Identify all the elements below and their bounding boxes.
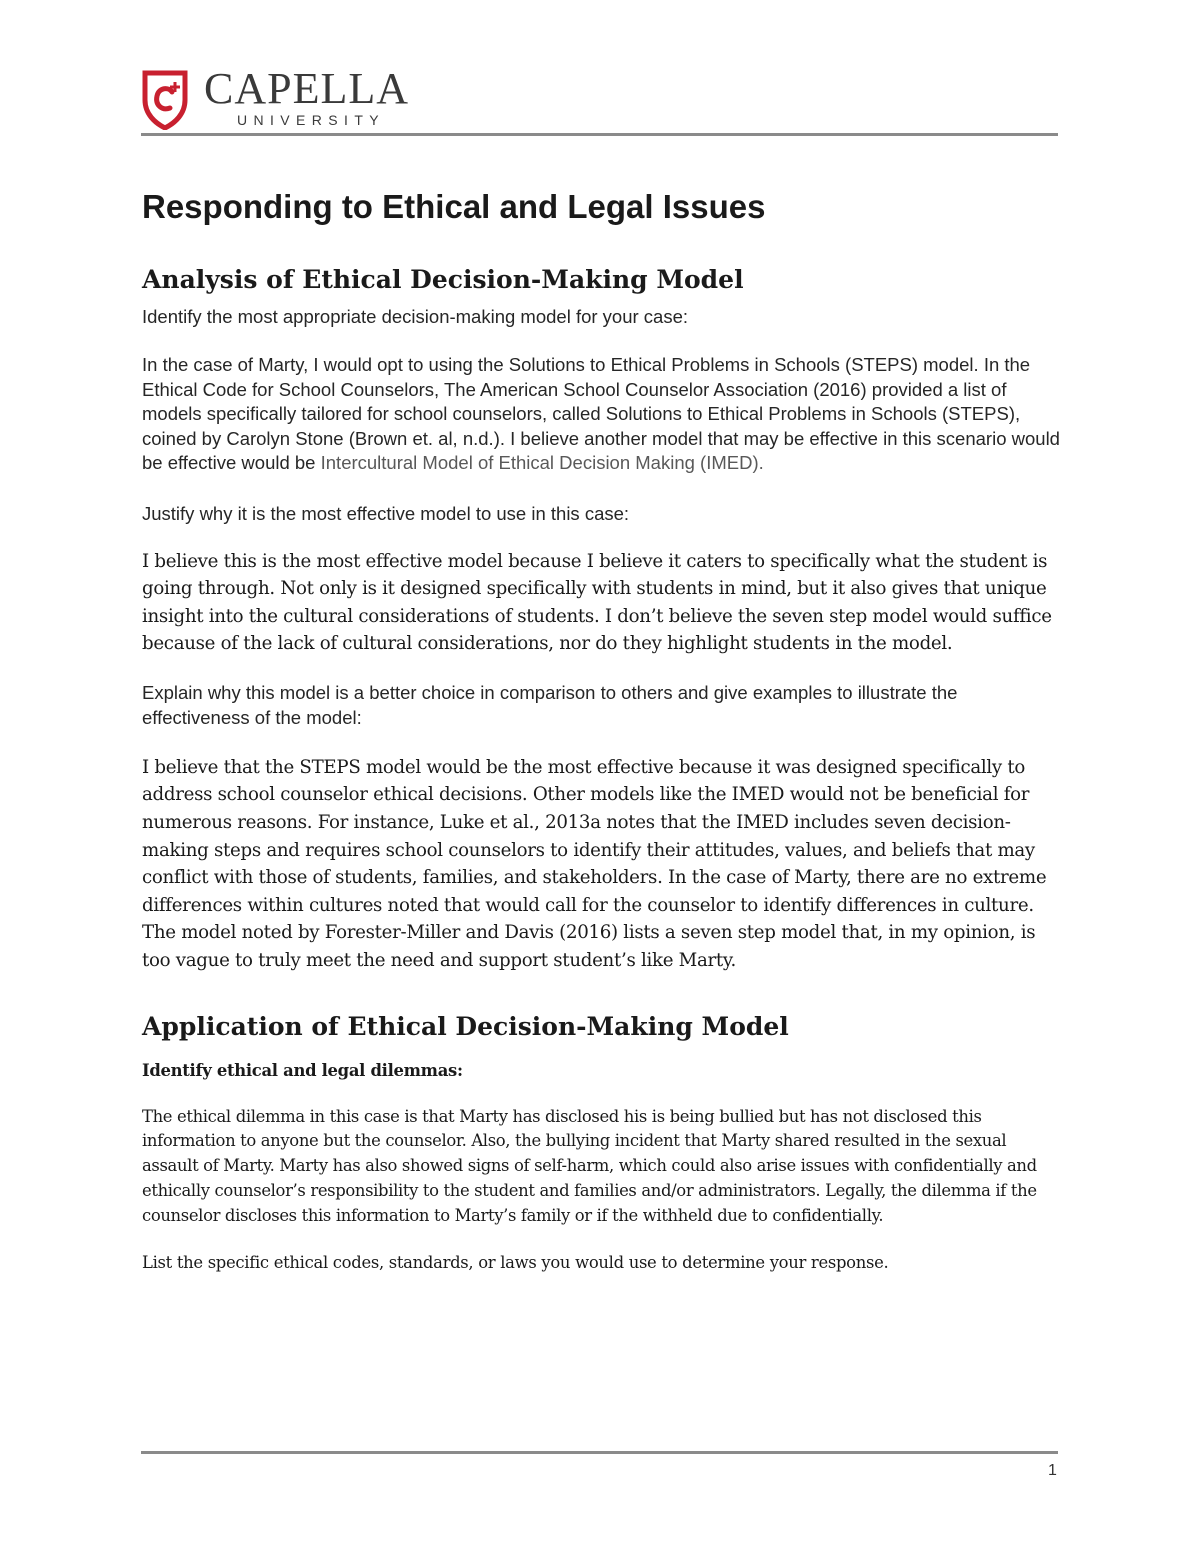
document-body: [142, 182, 1060, 1275]
footer-divider: [141, 1451, 1058, 1454]
answer-identify-model-text: In the case of Marty, I would opt to using the Solutions to Ethical Problems in Schools (STEPS) model. In the Ethical Code for School Counselors, The American School Counselor Association (2016) provided a list of models specifically tailored for school counselors, called Solutions to Ethical Problems in Schools (STEPS), coined by Carolyn Stone (Brown et. al, n.d.). I believe another model that may be effective in this scenario would be effective would be: [142, 354, 1060, 473]
answer-justify-model: I believe this is the most effective model because I believe it caters to specifically what the student is going through. Not only is it designed specifically with students in mind, but it also gives that unique insight into the cultural considerations of students. I don’t believe the seven step model would suffice because of the lack of cultural considerations, nor do they highlight students in the model.: [142, 550, 1052, 655]
section-heading-application: Application of Ethical Decision-Making Model: [142, 1011, 789, 1041]
capella-crest-icon: [142, 70, 188, 130]
header-divider: [141, 133, 1058, 136]
answer-identify-model-imed: Intercultural Model of Ethical Decision Making (IMED).: [320, 452, 764, 473]
answer-identify-dilemmas: The ethical dilemma in this case is that Marty has disclosed his is being bullied but has not disclosed this information to anyone but the counselor. Also, the bullying incident that Marty shared resulted in the sexual assault of Marty. Marty has also showed signs of self-harm, which could also arise issues with confidentially and ethically counselor’s responsibility to the student and families and/or administrators. Legally, the dilemma if the counselor discloses this information to Marty’s family or if the withheld due to confidentially.: [142, 1106, 1037, 1225]
page-number: 1: [1048, 1462, 1057, 1479]
prompt-compare-model: Explain why this model is a better choice in comparison to others and give examples to illustrate the effectiveness of the model:: [142, 681, 958, 728]
prompt-identify-model: Identify the most appropriate decision-making model for your case:: [142, 306, 689, 327]
prompt-list-codes: List the specific ethical codes, standards, or laws you would use to determine your response.: [142, 1252, 889, 1272]
document-title: Responding to Ethical and Legal Issues: [142, 188, 766, 225]
capella-logo: [142, 66, 432, 134]
logo-subtitle: UNIVERSITY: [237, 112, 386, 128]
prompt-identify-dilemmas: Identify ethical and legal dilemmas:: [142, 1060, 463, 1080]
logo-name: CAPELLA: [204, 64, 409, 113]
section-heading-analysis: Analysis of Ethical Decision-Making Model: [142, 265, 744, 294]
prompt-justify-model: Justify why it is the most effective model to use in this case:: [142, 502, 630, 524]
answer-identify-model: [142, 353, 1060, 476]
answer-compare-model: I believe that the STEPS model would be the most effective because it was designed specifically to address school counselor ethical decisions. Other models like the IMED would not be beneficial for numerous reasons. For instance, Luke et al., 2013a notes that the IMED includes seven decision-making steps and requires school counselors to identify their attitudes, values, and beliefs that may conflict with those of students, families, and stakeholders. In the case of Marty, there are no extreme differences within cultures noted that would call for the counselor to identify differences in culture. The model noted by Forester-Miller and Davis (2016) lists a seven step model that, in my opinion, is too vague to truly meet the need and support student’s like Marty.: [142, 756, 1047, 972]
